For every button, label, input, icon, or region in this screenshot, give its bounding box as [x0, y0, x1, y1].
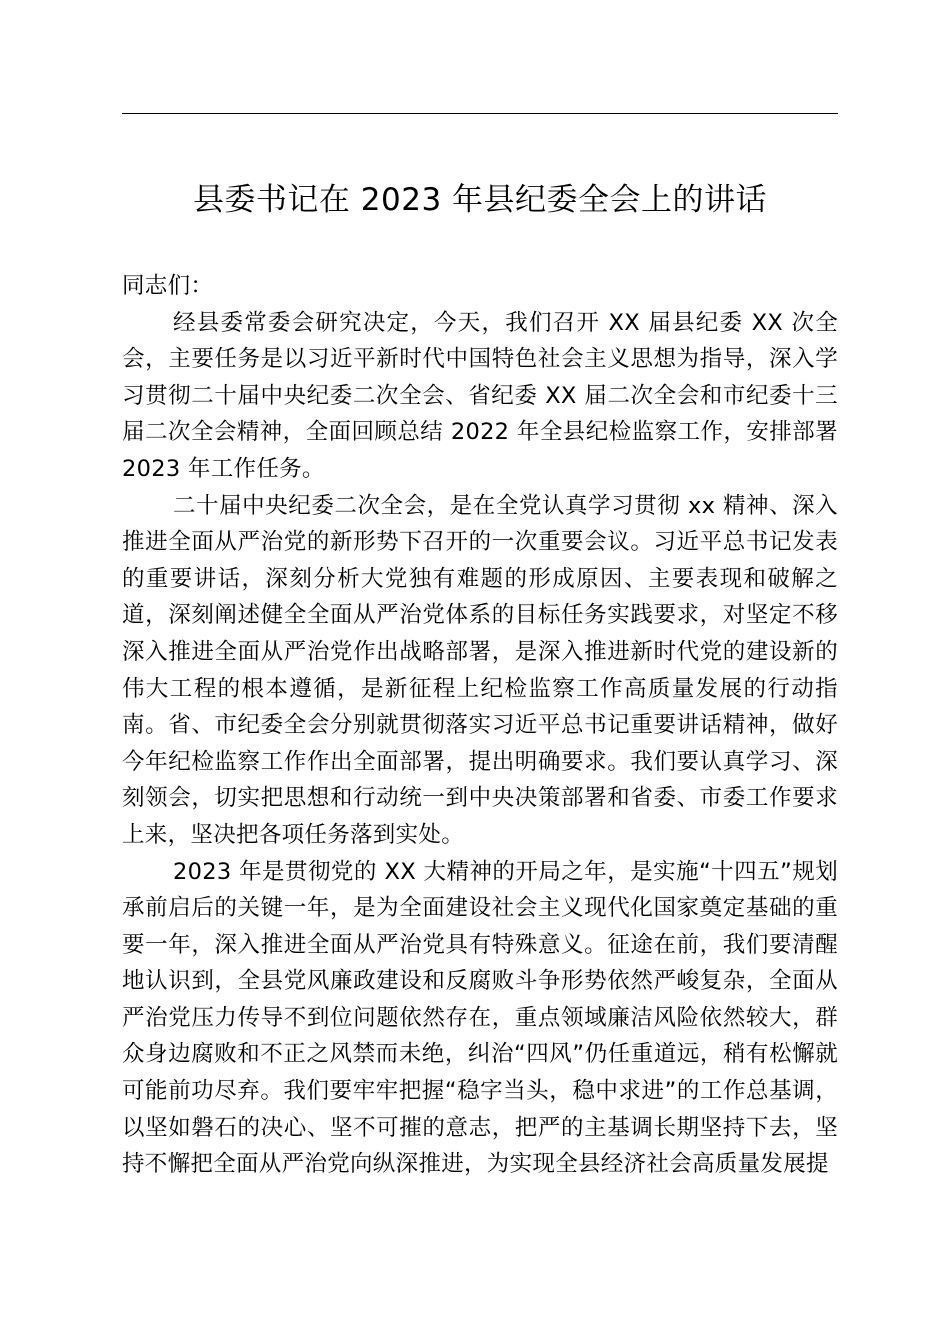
salutation: 同志们： — [122, 273, 214, 299]
paragraph-2: 二十届中央纪委二次全会，是在全党认真学习贯彻 xx 精神、深入推进全面从严治党的新形势下召开的一次重要会议。习近平总书记发表的重要讲话，深刻分析大党独有难题的形成原因、主要表现和破解之道，深刻阐述健全全面从严治党体系的目标任务实践要求，对坚定不移深入推进全面从严治党作出战略部署，是深入推进新时代党的建设新的伟大工程的根本遵循，是新征程上纪检监察工作高质量发展的行动指南。省、市纪委全会分别就贯彻落实习近平总书记重要讲话精神，做好今年纪检监察工作作出全面部署，提出明确要求。我们要认真学习、深刻领会，切实把思想和行动统一到中央决策部署和省委、市委工作要求上来，坚决把各项任务落到实处。 — [122, 492, 838, 848]
header-rule — [122, 113, 838, 114]
document-body — [122, 268, 838, 1183]
paragraph-3: 2023 年是贯彻党的 XX 大精神的开局之年，是实施“十四五”规划承前启后的关键一年，是为全面建设社会主义现代化国家奠定基础的重要一年，深入推进全面从严治党具有特殊意义。征途在前，我们要清醒地认识到，全县党风廉政建设和反腐败斗争形势依然严峻复杂，全面从严治党压力传导不到位问题依然存在，重点领域廉洁风险依然较大，群众身边腐败和不正之风禁而未绝，纠治“四风”仍任重道远，稍有松懈就可能前功尽弃。我们要牢牢把握“稳字当头，稳中求进”的工作总基调，以坚如磐石的决心、坚不可摧的意志，把严的主基调长期坚持下去，坚持不懈把全面从严治党向纵深推进，为实现全县经济社会高质量发展提 — [122, 858, 838, 1178]
paragraph-1: 经县委常委会研究决定，今天，我们召开 XX 届县纪委 XX 次全会，主要任务是以习近平新时代中国特色社会主义思想为指导，深入学习贯彻二十届中央纪委二次全会、省纪委 XX 届二次全会和市纪委十三届二次全会精神，全面回顾总结 2022 年全县纪检监察工作，安排部署 2023 年工作任务。 — [122, 309, 838, 482]
document-title: 县委书记在 2023 年县纪委全会上的讲话 — [192, 182, 768, 218]
